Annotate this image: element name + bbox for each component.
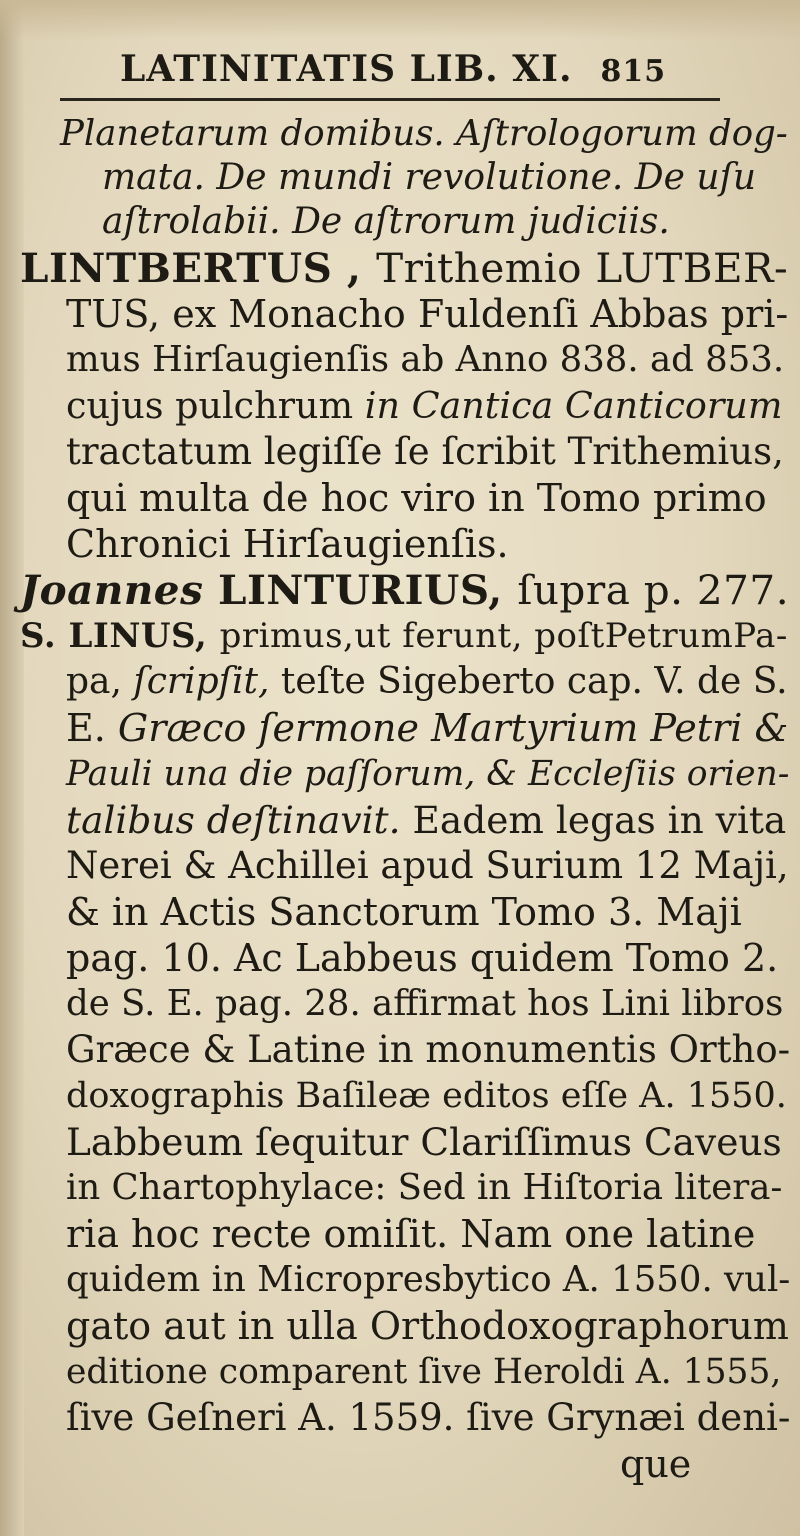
linus-line-3-a: E. — [66, 706, 106, 750]
lintbertus-line-6: qui multa de hoc viro in Tomo primo — [66, 476, 767, 520]
linus-line-11: doxographis Baſileæ editos eſſe A. 1550. — [66, 1076, 787, 1116]
linus-line-1-rest: primus,ut ferunt, poſtPetrumPa- — [219, 616, 788, 656]
catchword: que — [620, 1442, 692, 1486]
linus-line-4-a: Pauli una die paſſorum, — [66, 754, 476, 794]
linus-line-8: pag. 10. Ac Labbeus quidem Tomo 2. — [66, 936, 779, 980]
lintbertus-line-2: TUS, ex Monacho Fuldenſi Abbas pri- — [66, 292, 789, 336]
lintbertus-line-4 — [66, 380, 782, 432]
linus-line-17: editione comparent ſive Heroldi A. 1555, — [66, 1352, 782, 1392]
linus-line-6: Nerei & Achillei apud Surium 12 Maji, — [66, 844, 789, 887]
linus-line-5-a: talibus deſtinavit. — [66, 798, 401, 842]
lintbertus-name: LINTBERTUS , — [20, 244, 362, 292]
joannes-rest: ſupra p. 277. — [517, 566, 790, 614]
linus-line-12: Labbeum ſequitur Clariſſimus Caveus — [66, 1120, 782, 1164]
page-top-edge — [0, 0, 800, 40]
linus-line-15: quidem in Micropresbytico A. 1550. vul- — [66, 1259, 791, 1300]
lintbertus-line-4-b: in Cantica Canticorum — [364, 384, 783, 427]
lintbertus-line-5: tractatum legiſſe ſe ſcribit Trithemius, — [66, 430, 784, 473]
prev-entry-line-2: mata. De mundi revolutione. De uſu — [102, 157, 757, 198]
joannes-name-b: LINTURIUS, — [218, 566, 503, 614]
linus-line-7: & in Actis Sanctorum Tomo 3. Maji — [66, 890, 742, 934]
page-gutter — [0, 0, 24, 1536]
lintbertus-heading — [20, 242, 788, 294]
linus-line-16: gato aut in ulla Orthodoxographorum — [66, 1304, 789, 1348]
lintbertus-line-7: Chronici Hirſaugienſis. — [66, 522, 509, 566]
linus-line-3-c: & — [754, 706, 789, 750]
linus-line-10: Græce & Latine in monumentis Ortho- — [66, 1028, 791, 1071]
linus-line-2-c: teſte Sigeberto cap. V. de S. — [280, 661, 788, 702]
linus-line-2-b: ſcripſit, — [133, 661, 270, 702]
joannes-heading — [20, 564, 789, 616]
page-number: 815 — [600, 54, 667, 89]
linus-line-4 — [66, 748, 789, 800]
linus-line-3-b: Græco ſermone Martyrium Petri — [117, 706, 743, 750]
linus-line-13: in Chartophylace: Sed in Hiſtoria litera- — [66, 1167, 783, 1208]
linus-line-14: ria hoc recte omiſit. Nam one latine — [66, 1212, 756, 1256]
linus-line-4-b: & — [486, 754, 518, 794]
linus-line-3 — [66, 702, 788, 754]
running-header — [120, 48, 667, 96]
linus-line-2-a: pa, — [66, 661, 122, 702]
running-title: LATINITATIS LIB. XI. — [120, 48, 573, 90]
lintbertus-line-3: mus Hirſaugienſis ab Anno 838. ad 853. — [66, 339, 785, 380]
prev-entry-line-1: Planetarum domibus. Aſtrologorum dog- — [60, 113, 788, 154]
header-rule — [60, 98, 720, 101]
linus-line-4-c: Eccleſiis orien- — [527, 754, 790, 794]
linus-line-5 — [66, 794, 786, 846]
linus-name: S. LINUS, — [20, 616, 208, 656]
linus-line-9: de S. E. pag. 28. affirmat hos Lini libros — [66, 983, 784, 1024]
linus-heading — [20, 610, 788, 662]
linus-line-18: ſive Geſneri A. 1559. ſive Grynæi deni- — [66, 1396, 791, 1439]
lintbertus-line-4-a: cujus pulchrum — [66, 384, 354, 427]
linus-line-2 — [66, 656, 788, 708]
joannes-name-a: Joannes — [20, 566, 204, 614]
lintbertus-line-1-rest: Trithemio LUTBER- — [376, 244, 789, 292]
prev-entry-line-3: aſtrolabii. De aſtrorum judiciis. — [102, 201, 670, 242]
linus-line-5-b: Eadem legas in vita — [412, 798, 787, 842]
